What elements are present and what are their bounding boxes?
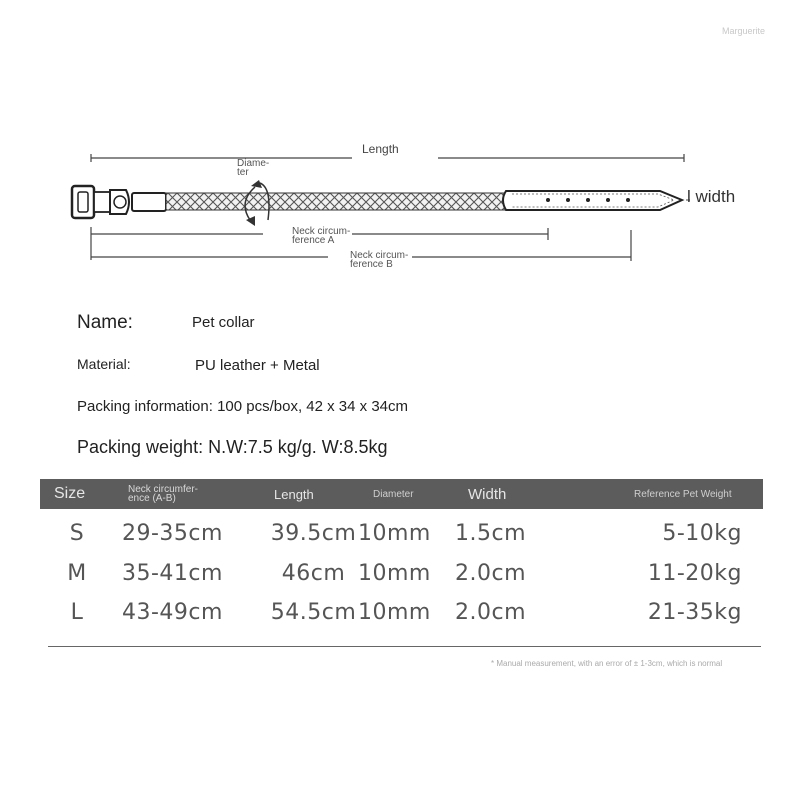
cell-width: 2.0cm xyxy=(455,600,527,625)
cell-diameter: 10mm xyxy=(358,561,431,586)
collar-body xyxy=(72,186,682,218)
header-neck-line-1: Neck circumfer- xyxy=(128,484,199,495)
cell-neck: 29-35cm xyxy=(122,521,223,546)
material-row xyxy=(77,356,320,374)
name-row xyxy=(77,312,255,334)
name-key: Name: xyxy=(77,312,133,333)
neck-a-label-line-2: ference A xyxy=(292,235,335,246)
table-row xyxy=(40,561,763,601)
header-size: Size xyxy=(54,485,86,502)
material-key: Material: xyxy=(77,356,131,372)
neck-b-label-line-1: Neck circum- xyxy=(350,250,409,261)
table-bottom-rule xyxy=(48,646,761,647)
header-neck-line-2: ence (A-B) xyxy=(128,493,176,504)
cell-neck: 43-49cm xyxy=(122,600,223,625)
header-length: Length xyxy=(274,486,314,502)
cell-weight: 21-35kg xyxy=(647,600,742,625)
material-value: PU leather + Metal xyxy=(195,357,320,374)
packing-weight: Packing weight: N.W:7.5 kg/g. W:8.5kg xyxy=(77,437,388,457)
cell-weight: 11-20kg xyxy=(647,561,742,586)
name-value: Pet collar xyxy=(192,314,255,331)
cell-length: 46cm xyxy=(281,561,346,586)
cell-width: 2.0cm xyxy=(455,561,527,586)
cell-width: 1.5cm xyxy=(455,521,527,546)
cell-neck: 35-41cm xyxy=(122,561,223,586)
footnote: * Manual measurement, with an error of ± 1-3cm, which is normal xyxy=(491,659,723,668)
cell-weight: 5-10kg xyxy=(662,521,742,546)
collar-illustration xyxy=(60,130,760,290)
diameter-label xyxy=(237,159,269,177)
cell-length: 54.5cm xyxy=(270,600,357,625)
collar-diagram xyxy=(60,130,760,290)
neck-b-label xyxy=(350,251,408,269)
watermark: Marguerite xyxy=(722,26,766,36)
packing-info: Packing information: 100 pcs/box, 42 x 34 x 34cm xyxy=(77,398,409,415)
length-label: Length xyxy=(362,142,399,156)
diameter-label-line-2: ter xyxy=(237,167,249,178)
cell-length: 39.5cm xyxy=(270,521,357,546)
neck-a-label-line-1: Neck circum- xyxy=(292,226,351,237)
cell-size: S xyxy=(69,521,85,546)
cell-size: M xyxy=(67,561,87,586)
diameter-label-line-1: Diame- xyxy=(237,158,270,169)
header-neck xyxy=(128,479,198,509)
cell-diameter: 10mm xyxy=(358,600,431,625)
header-ref-weight: Reference Pet Weight xyxy=(634,488,732,500)
header-diameter: Diameter xyxy=(373,488,414,500)
cell-diameter: 10mm xyxy=(358,521,431,546)
cell-size: L xyxy=(70,600,84,625)
header-width: Width xyxy=(468,485,507,503)
table-row xyxy=(40,600,763,640)
size-table-header xyxy=(40,479,763,509)
table-row xyxy=(40,521,763,561)
neck-b-label-line-2: ference B xyxy=(350,259,393,270)
neck-a-label xyxy=(292,227,350,245)
width-label: l width xyxy=(687,187,736,206)
